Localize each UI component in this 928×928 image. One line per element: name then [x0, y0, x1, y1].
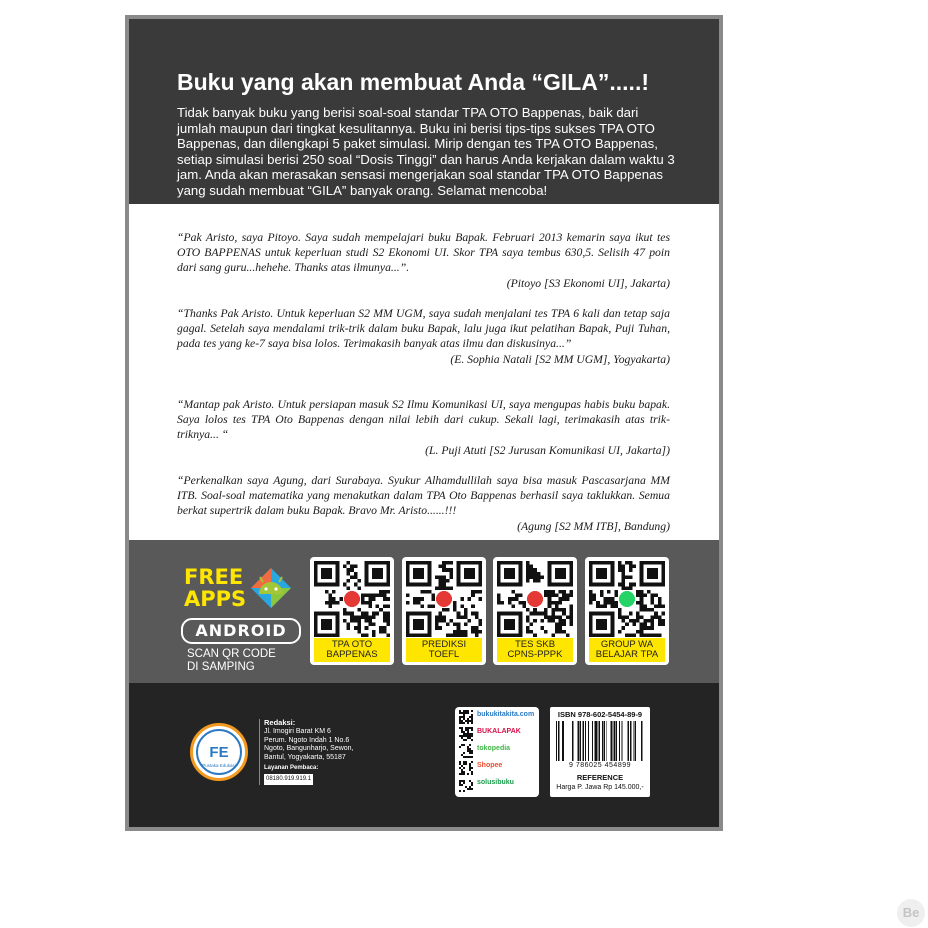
testimonial-quote: “Thanks Pak Aristo. Untuk keperluan S2 MM UGM, saya sudah menjalani tes TPA 6 kali dan tetap saja gagal. Setelah saya mendalami trik-trik dalam buku Bapak, lalu juga ikut pelatihan Bapak, Puji Tuhan, pada tes yang ke-7 saya bisa lolos. Terimakasih banyak atas ilmu dan diskusinya...”	[177, 307, 670, 351]
testimonial	[177, 473, 670, 534]
qr-code-icon	[497, 561, 573, 637]
scan-instruction	[187, 648, 276, 673]
isbn-barcode-box	[550, 707, 650, 797]
testimonial-quote: “Mantap pak Aristo. Untuk persiapan masuk S2 Ilmu Komunikasi UI, saya mengupas habis buku bapak. Saya lolos tes TPA Oto Bappenas dengan nilai lebih dari cukup. Sekali lagi, terimakasih atas trik-triknya... “	[177, 398, 670, 442]
online-stores-panel	[455, 707, 539, 797]
store-name: tokopedia	[477, 745, 511, 752]
qr-card-tpa[interactable]	[310, 557, 394, 665]
barcode-digits: 9 786025 454899	[569, 762, 631, 769]
testimonial-source: (L. Puji Atuti [S2 Jurusan Komunikasi UI, Jakarta])	[425, 443, 670, 457]
address-line: Perum. Ngoto Indah 1 No.6	[264, 736, 350, 744]
publisher-address	[259, 719, 354, 785]
store-row[interactable]	[459, 744, 535, 759]
service-phone: 08180.919.919.1	[264, 774, 313, 784]
qr-label-line: GROUP WA	[600, 639, 654, 650]
store-row[interactable]	[459, 778, 535, 793]
testimonial-source: (E. Sophia Natali [S2 MM UGM], Yogyakarta)	[450, 352, 670, 366]
testimonial	[177, 230, 670, 291]
qr-label-line: PREDIKSI	[421, 639, 467, 650]
mini-qr-icon	[459, 761, 473, 775]
mini-qr-icon	[459, 710, 473, 724]
free-apps-line: FREE	[184, 565, 244, 589]
qr-label-line: BELAJAR TPA	[595, 649, 659, 660]
qr-label	[497, 638, 573, 662]
mini-qr-icon	[459, 778, 473, 792]
publisher-logo-subtext: Pustaka Edukasi	[202, 763, 236, 768]
store-name: solusibuku	[477, 779, 514, 786]
store-name: BUKALAPAK	[477, 728, 521, 735]
publisher-logo-icon	[193, 726, 245, 778]
mini-qr-icon	[459, 727, 473, 741]
qr-label	[314, 638, 390, 662]
testimonial-quote: “Perkenalkan saya Agung, dari Surabaya. Syukur Alhamdullilah saya bisa masuk Pascasarjana MM ITB. Soal-soal matematika yang menakutkan dalam TPA Oto Bappenas berhasil saya taklukkan. Semua berkat supertrik dalam buku Bapak. Bravo Mr. Aristo......!!!	[177, 474, 670, 518]
qr-code-icon	[589, 561, 665, 637]
qr-code-icon	[406, 561, 482, 637]
qr-card-group-wa[interactable]	[585, 557, 669, 665]
redaksi-label: Redaksi:	[264, 718, 296, 727]
store-name: Shopee	[477, 762, 503, 769]
address-line: Bantul, Yogyakarta, 55187	[264, 753, 346, 761]
apps-band	[129, 540, 719, 683]
qr-card-toefl[interactable]	[402, 557, 486, 665]
intro-paragraph: Tidak banyak buku yang berisi soal-soal standar TPA OTO Bappenas, baik dari jumlah maupun dari tingkat kesulitannya. Buku ini berisi tips-tips sukses TPA OTO Bappenas, dan dilengkapi 5 paket simulasi. Mirip dengan tes TPA OTO Bappenas, setiap simulasi berisi 250 soal “Dosis Tinggi” dan harus Anda kerjakan dalam waktu 3 jam. Anda akan merasakan sensasi mengerjakan soal standar TPA OTO Bappenas yang sudah membuat “GILA” banyak orang. Selamat mencoba!	[177, 105, 675, 198]
book-back-cover	[125, 15, 723, 831]
qr-label-line: TES SKB	[514, 639, 556, 650]
isbn-number: ISBN 978-602-5454-89-9	[557, 710, 643, 719]
address-line: Jl. Imogiri Barat KM 6	[264, 728, 331, 736]
store-row[interactable]	[459, 710, 535, 725]
barcode-icon	[556, 721, 644, 761]
qr-code-icon	[314, 561, 390, 637]
qr-label	[406, 638, 482, 662]
cover-inner	[129, 19, 719, 827]
store-row[interactable]	[459, 761, 535, 776]
qr-label-line: CPNS-PPPK	[507, 649, 563, 660]
qr-label-line: BAPPENAS	[326, 649, 378, 660]
publisher-logo	[190, 723, 248, 781]
android-robot-icon	[247, 564, 295, 612]
qr-label-line: TOEFL	[428, 649, 460, 660]
qr-card-skb[interactable]	[493, 557, 577, 665]
scan-line: SCAN QR CODE	[187, 648, 276, 660]
scan-line: DI SAMPING	[187, 660, 255, 673]
testimonial-quote: “Pak Aristo, saya Pitoyo. Saya sudah mempelajari buku Bapak. Februari 2013 kemarin saya ikut tes OTO BAPPENAS untuk keperluan studi S2 Ekonomi UI. Skor TPA saya tembus 630,5. Selisih 47 poin dari sang guru...hehehe. Thanks atas ilmunya...”.	[177, 231, 670, 275]
testimonials-section	[129, 204, 719, 540]
behance-badge[interactable]: Be	[897, 899, 925, 927]
reference-label: REFERENCE	[576, 773, 624, 782]
free-apps-title	[184, 566, 246, 610]
publisher-logo-text: FE	[209, 744, 229, 761]
testimonial-source: (Pitoyo [S3 Ekonomi UI], Jakarta)	[506, 276, 670, 290]
store-row[interactable]	[459, 727, 535, 742]
android-logo: ANDROID	[181, 618, 301, 644]
free-apps-line: APPS	[184, 587, 247, 611]
address-line: Ngoto, Bangunharjo, Sewon,	[264, 745, 354, 753]
qr-label	[589, 638, 665, 662]
mini-qr-icon	[459, 744, 473, 758]
service-label: Layanan Pembaca:	[264, 765, 319, 772]
headline: Buku yang akan membuat Anda “GILA”.....!	[177, 69, 649, 95]
testimonial	[177, 306, 670, 367]
testimonial-source: (Agung [S2 MM ITB], Bandung)	[517, 519, 670, 533]
cover-bottom-section	[129, 683, 719, 827]
qr-label-line: TPA OTO	[331, 639, 373, 650]
cover-top-section	[129, 19, 719, 204]
price-label: Harga P. Jawa Rp 145.000,-	[556, 784, 644, 791]
store-name: bukukitakita.com	[477, 711, 535, 718]
testimonial	[177, 397, 670, 458]
